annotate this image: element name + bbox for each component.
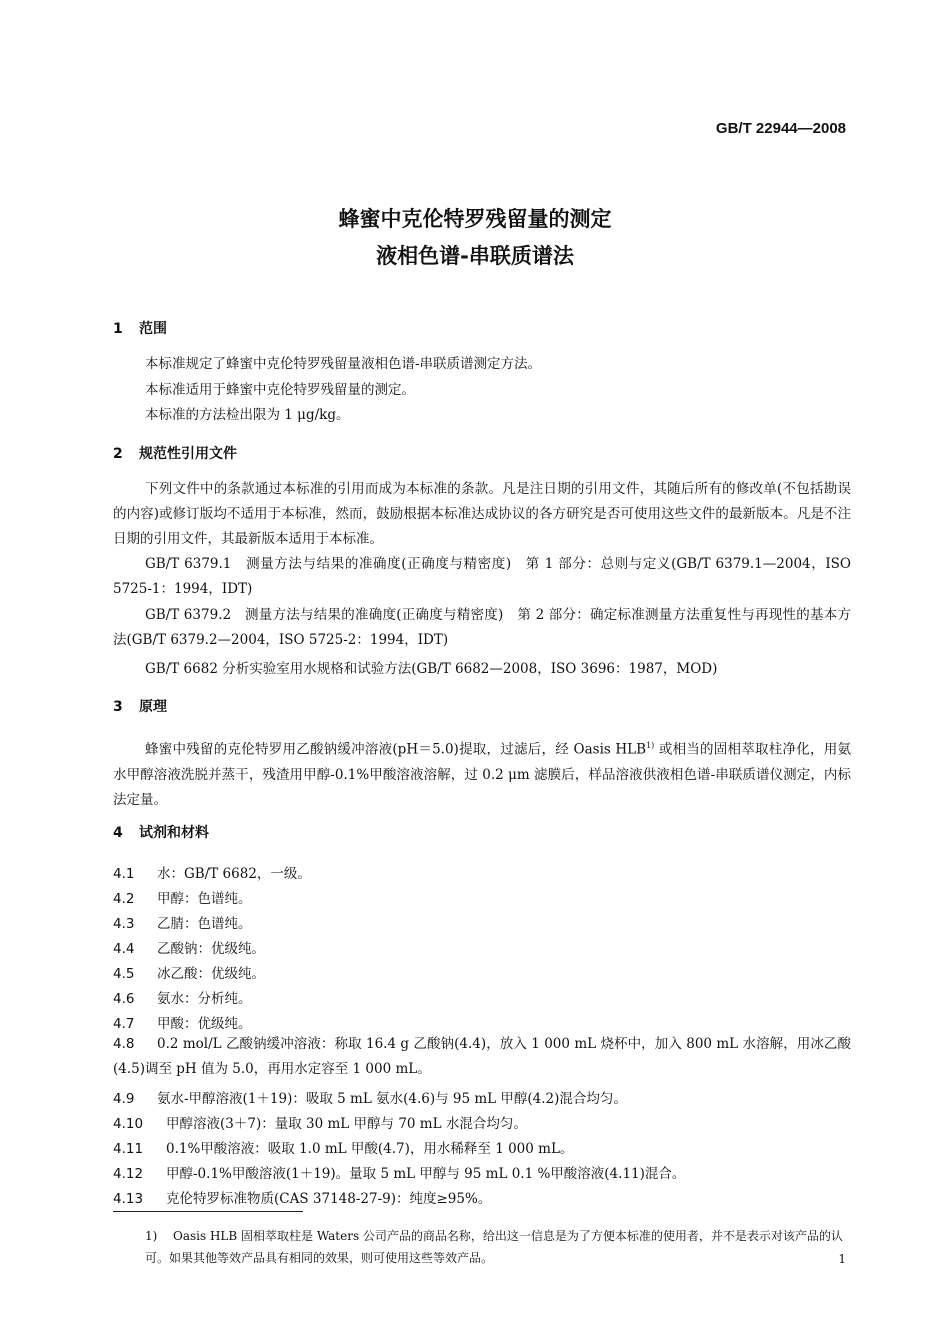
reference-gbt-6379-1: GB/T 6379.1 测量方法与结果的准确度(正确度与精密度) 第 1 部分：总则与定义(GB/T 6379.1—2004，ISO 5725-1：1994，IDT) (113, 556, 851, 597)
section-2-intro: 下列文件中的条款通过本标准的引用而成为本标准的条款。凡是注日期的引用文件，其随后所有的修改单(不包括勘误的内容)或修订版均不适用于本标准，然而，鼓励根据本标准达成协议的各方研究是否可使用这些文件的最新版本。凡是不注日期的引用文件，其最新版本适用于本标准。 (113, 481, 851, 547)
reference-gbt-6379-2: GB/T 6379.2 测量方法与结果的准确度(正确度与精密度) 第 2 部分：确定标准测量方法重复性与再现性的基本方法(GB/T 6379.2—2004，ISO 5725-2：1994，IDT) (113, 607, 851, 648)
page-number: 1 (838, 1252, 846, 1266)
list-item-4-4: 4.4 乙酸钠：优级纯。 (113, 941, 265, 957)
footnote-divider (113, 1211, 303, 1212)
list-item-4-5: 4.5 冰乙酸：优级纯。 (113, 966, 265, 982)
document-title: 蜂蜜中克伦特罗残留量的测定 (338, 207, 612, 231)
footnote: 1) Oasis HLB 固相萃取柱是 Waters 公司产品的商品名称，给出这一信息是为了方便本标准的使用者，并不是表示对该产品的认可。如果其他等效产品具有相同的效果，则可使用这些等效产品。 (145, 1229, 843, 1265)
list-item-4-9: 4.9 氨水-甲醇溶液(1＋19)：吸取 5 mL 氨水(4.6)与 95 mL 甲醇(4.2)混合均匀。 (113, 1091, 627, 1107)
section-3-principle: 蜂蜜中残留的克伦特罗用乙酸钠缓冲溶液(pH＝5.0)提取，过滤后，经 Oasis HLB$^{1)}$ 或相当的固相萃取柱净化，用氨水甲醇溶液洗脱并蒸干，残渣用甲醇-0.1%甲酸溶液溶解，过 0.2 μm 滤膜后，样品溶液供液相色谱-串联质谱仪测定，内标法定量。 (113, 741, 852, 808)
document-subtitle: 液相色谱-串联质谱法 (376, 244, 574, 268)
list-item-4-2: 4.2 甲醇：色谱纯。 (113, 891, 252, 907)
section-4-heading: 4 试剂和材料 (113, 825, 209, 841)
section-1-paragraph-1: 本标准规定了蜂蜜中克伦特罗残留量液相色谱-串联质谱测定方法。 (145, 356, 542, 372)
section-1-paragraph-2: 本标准适用于蜂蜜中克伦特罗残留量的测定。 (145, 382, 415, 398)
list-item-4-12: 4.12 甲醇-0.1%甲酸溶液(1＋19)。量取 5 mL 甲醇与 95 mL 0.1 %甲酸溶液(4.11)混合。 (113, 1166, 686, 1182)
section-3-heading: 3 原理 (113, 699, 167, 715)
list-item-4-8: 4.8 0.2 mol/L 乙酸钠缓冲溶液：称取 16.4 g 乙酸钠(4.4)，放入 1 000 mL 烧杯中，加入 800 mL 水溶解，用冰乙酸(4.5)调至 pH 值为 5.0，再用水定容至 1 000 mL。 (113, 1036, 851, 1077)
standard-number: GB/T 22944—2008 (715, 120, 846, 137)
list-item-4-6: 4.6 氨水：分析纯。 (113, 991, 252, 1007)
list-item-4-7: 4.7 甲酸：优级纯。 (113, 1016, 252, 1032)
footnote-reference: 1) (646, 741, 655, 750)
list-item-4-1: 4.1 水：GB/T 6682，一级。 (113, 866, 311, 882)
list-item-4-13: 4.13 克伦特罗标准物质(CAS 37148-27-9)：纯度≥95%。 (113, 1191, 492, 1207)
list-item-4-11: 4.11 0.1%甲酸溶液：吸取 1.0 mL 甲酸(4.7)，用水稀释至 1 000 mL。 (113, 1141, 574, 1157)
list-item-4-3: 4.3 乙腈：色谱纯。 (113, 916, 252, 932)
section-1-paragraph-3: 本标准的方法检出限为 1 μg/kg。 (145, 407, 350, 423)
section-2-heading: 2 规范性引用文件 (113, 446, 237, 462)
section-1-heading: 1 范围 (113, 321, 167, 337)
reference-gbt-6682: GB/T 6682 分析实验室用水规格和试验方法(GB/T 6682—2008，ISO 3696：1987，MOD) (145, 661, 718, 677)
list-item-4-10: 4.10 甲醇溶液(3＋7)：量取 30 mL 甲醇与 70 mL 水混合均匀。 (113, 1116, 527, 1132)
